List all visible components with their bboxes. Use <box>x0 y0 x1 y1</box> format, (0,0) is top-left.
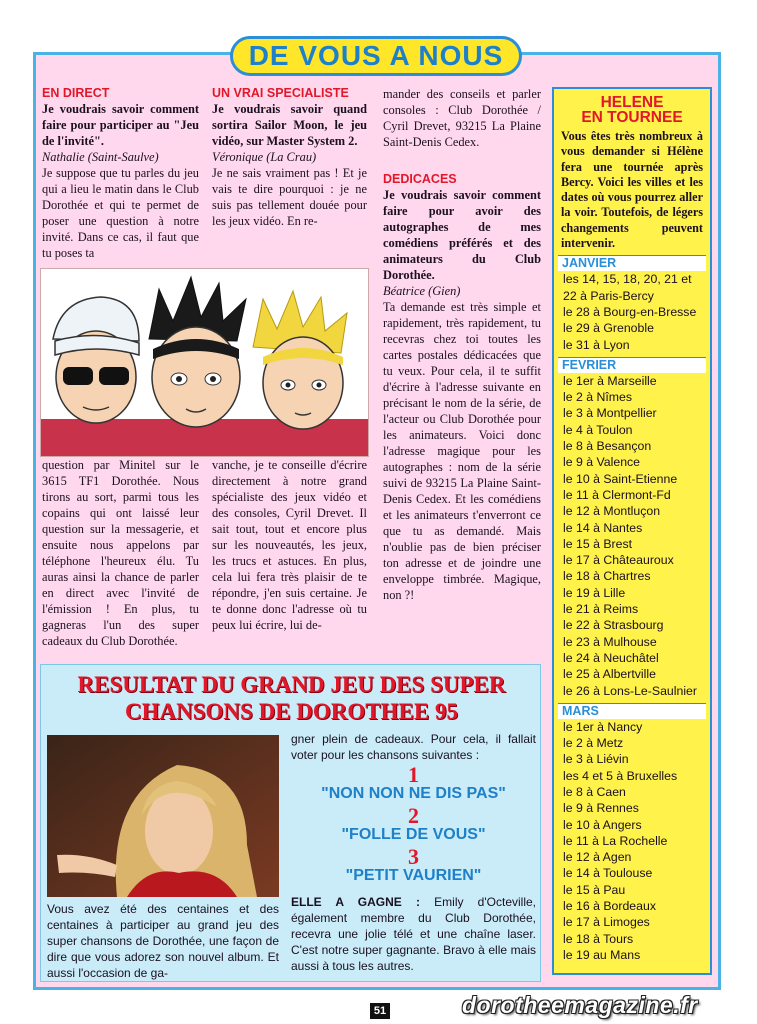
letter-vrai-specialiste <box>212 86 367 229</box>
letter-dedicaces-column <box>383 86 541 603</box>
letter-heading: DEDICACES <box>383 172 457 186</box>
tour-date-item: le 19 au Mans <box>563 947 641 962</box>
result-title <box>41 671 542 725</box>
letter-answer: Ta demande est très simple et rapidement, très rapidement, tu recevras chez toi toutes les cartes postales dédicacées que tu veux. Pour cela, il te suffit d'écrire à l'adresse suivante en précisant le nom de la série, de l'acteur ou Club Dorothée pour les animateurs. Voici donc l'adresse magique pour les autographes : nom de la série suivi de 93215 La Plaine Saint-Denis Cedex. Et les comédiens et les animateurs t'enverront ce que tu as demandé. Mais n'oublie pas de bien préciser ton adresse et de joindre une enveloppe timbrée. Magique, non ?! <box>383 300 541 602</box>
tour-date-item: le 19 à Lille <box>563 585 626 600</box>
tour-date-item: le 23 à Mulhouse <box>563 634 657 649</box>
tour-date-item: le 17 à Châteauroux <box>563 553 674 568</box>
tour-date-item: le 1er à Nancy <box>563 719 643 734</box>
winner-label: ELLE A GAGNE : <box>291 895 420 909</box>
tour-date-item: le 28 à Bourg-en-Bresse <box>563 304 697 319</box>
result-intro-continued: gner plein de cadeaux. Pour cela, il fallait voter pour les chansons suivantes : <box>291 732 536 762</box>
letter-signature: Nathalie (Saint-Saulve) <box>42 150 159 164</box>
month-heading: JANVIER <box>558 255 706 271</box>
tour-date-item: le 11 à La Rochelle <box>563 833 668 848</box>
song-title: "NON NON NE DIS PAS" <box>321 785 506 802</box>
tour-date-item: le 22 à Strasbourg <box>563 618 664 633</box>
month-heading: FEVRIER <box>558 357 706 373</box>
cartoon-illustration <box>40 268 369 457</box>
tour-date-list <box>554 373 710 699</box>
tour-date-item: le 10 à Saint-Etienne <box>563 471 678 486</box>
letter-answer: Je ne sais vraiment pas ! Et je vais te dire pourquoi : je ne suis pas tellement douée pour les jeux vidéo. En re- <box>212 166 367 228</box>
result-title-line: CHANSONS DE DOROTHEE 95 <box>125 699 458 724</box>
tour-date-item: le 18 à Chartres <box>563 569 651 584</box>
tour-date-item: le 8 à Besançon <box>563 439 652 454</box>
tour-date-item: 22 à Paris-Bercy <box>563 288 654 303</box>
tour-date-item: le 2 à Nîmes <box>563 390 633 405</box>
tour-date-item: le 4 à Toulon <box>563 422 633 437</box>
tour-date-item: le 1er à Marseille <box>563 373 657 388</box>
result-title-line: RESULTAT DU GRAND JEU DES SUPER <box>77 672 506 697</box>
result-right-column <box>291 731 536 974</box>
letter-signature: Véronique (La Crau) <box>212 150 317 164</box>
tour-date-item: le 25 à Albertville <box>563 667 656 682</box>
tour-date-item: le 21 à Reims <box>563 602 639 617</box>
page-title: DE VOUS A NOUS <box>230 36 522 76</box>
tour-date-item: le 29 à Grenoble <box>563 321 654 336</box>
tour-date-item: le 9 à Rennes <box>563 801 639 816</box>
winner-paragraph <box>291 894 536 974</box>
month-heading: MARS <box>558 703 706 719</box>
tour-date-item: les 14, 15, 18, 20, 21 et <box>563 272 692 287</box>
tour-date-list <box>554 271 710 352</box>
letter-heading: EN DIRECT <box>42 86 110 100</box>
song-rank: 2 <box>408 803 419 828</box>
tour-date-item: les 4 et 5 à Bruxelles <box>563 768 678 783</box>
page-number: 51 <box>370 1003 390 1019</box>
tour-date-item: le 14 à Toulouse <box>563 866 653 881</box>
tour-date-item: le 2 à Metz <box>563 736 624 751</box>
tour-date-item: le 16 à Bordeaux <box>563 899 656 914</box>
song-title: "FOLLE DE VOUS" <box>341 826 486 843</box>
winner-text: Emily d'Octeville, également membre du Club Dorothée, recevra une jolie télé et une chaîne laser. C'est notre super gagnante. Bravo à elle mais aussi à tous les autres. <box>291 895 536 973</box>
sidebar-title-line: EN TOURNEE <box>581 109 683 126</box>
letter-en-direct-continued <box>42 457 199 649</box>
tour-date-item: le 24 à Neuchâtel <box>563 650 659 665</box>
song-rank: 3 <box>408 844 419 869</box>
sidebar-title-line: HELENE <box>600 94 664 111</box>
letter-question: Je voudrais savoir comment faire pour participer au "Jeu de l'invité". <box>42 102 199 148</box>
tour-sidebar <box>552 87 712 975</box>
sidebar-intro: Vous êtes très nombreux à vous demander si Hélène fera une tournée après Bercy. Voici les villes et les dates où vous pourrez aller la voir. Toutefois, de légers changements peuvent intervenir. <box>561 129 703 251</box>
tour-months <box>554 255 710 963</box>
tour-date-item: le 8 à Caen <box>563 784 626 799</box>
result-intro-text: Vous avez été des centaines et des centaines à participer au grand jeu des super chansons de Dorothée, une façon de dire que vous adorez son nouvel album. Et aussi l'occasion de ga- <box>47 902 279 980</box>
tour-date-item: le 12 à Montluçon <box>563 504 661 519</box>
tour-date-item: le 14 à Nantes <box>563 520 643 535</box>
tour-date-list <box>554 719 710 963</box>
site-watermark: dorotheemagazine.fr <box>462 992 698 1018</box>
letter-question: Je voudrais savoir quand sortira Sailor Moon, le jeu vidéo, sur Master System 2. <box>212 102 367 148</box>
tour-date-item: le 3 à Montpellier <box>563 406 657 421</box>
tour-date-item: le 10 à Angers <box>563 817 642 832</box>
letter-answer: mander des conseils et parler consoles : Club Dorothée / Cyril Drevet, 93215 La Plaine Saint-Denis Cedex. <box>383 87 541 149</box>
tour-date-item: le 15 à Pau <box>563 882 626 897</box>
tour-date-item: le 26 à Lons-Le-Saulnier <box>563 683 697 698</box>
letter-signature: Béatrice (Gien) <box>383 284 461 298</box>
letter-heading: UN VRAI SPECIALISTE <box>212 86 349 100</box>
tour-date-item: le 9 à Valence <box>563 455 641 470</box>
contest-result-box <box>40 664 541 982</box>
tour-date-item: le 15 à Brest <box>563 536 633 551</box>
letter-answer: vanche, je te conseille d'écrire directement à notre grand spécialiste des jeux vidéo et des consoles, Cyril Drevet. Il sait tout, tout et encore plus sur les nouveautés, les jeux, les trucs et astuces. En plus, cela lui fera très plaisir de te répondre, j'en suis certaine. Je te donne donc l'adresse où tu peux lui écrire, lui de- <box>212 458 367 632</box>
song-rank: 1 <box>408 762 419 787</box>
letter-question: Je voudrais savoir comment faire pour avoir des autographes de mes comédiens préférés et des animateurs du Club Dorothée. <box>383 188 541 282</box>
tour-date-item: le 18 à Tours <box>563 931 634 946</box>
tour-date-item: le 11 à Clermont-Fd <box>563 487 671 502</box>
portrait-image <box>47 735 279 897</box>
dorothee-photo <box>47 735 279 897</box>
tour-date-item: le 3 à Liévin <box>563 752 629 767</box>
letter-answer: question par Minitel sur le 3615 TF1 Dorothée. Nous tirons au sort, parmi tous les copains qui ont laissé leur question sur la messagerie, et ensuite nous appelons par téléphone l'heureux élu. Tu auras ainsi la chance de parler en direct avec l'invité de l'émission ! En plus, tu gagneras l'un des super cadeaux du Club Dorothée. <box>42 458 199 648</box>
letter-vrai-specialiste-continued <box>212 457 367 633</box>
song-title: "PETIT VAURIEN" <box>345 867 482 884</box>
tour-date-item: le 31 à Lyon <box>563 337 630 352</box>
letter-en-direct <box>42 86 199 261</box>
tour-date-item: le 12 à Agen <box>563 850 632 865</box>
tour-date-item: le 17 à Limoges <box>563 915 650 930</box>
song-ranking <box>291 762 536 886</box>
three-boys-drawing <box>41 269 368 456</box>
letter-answer: Je suppose que tu parles du jeu qui a lieu le matin dans le Club Dorothée et qui te permet de poser une question à notre invité. Dans ce cas, il faut que tu poses ta <box>42 166 199 260</box>
sidebar-title <box>554 95 710 125</box>
